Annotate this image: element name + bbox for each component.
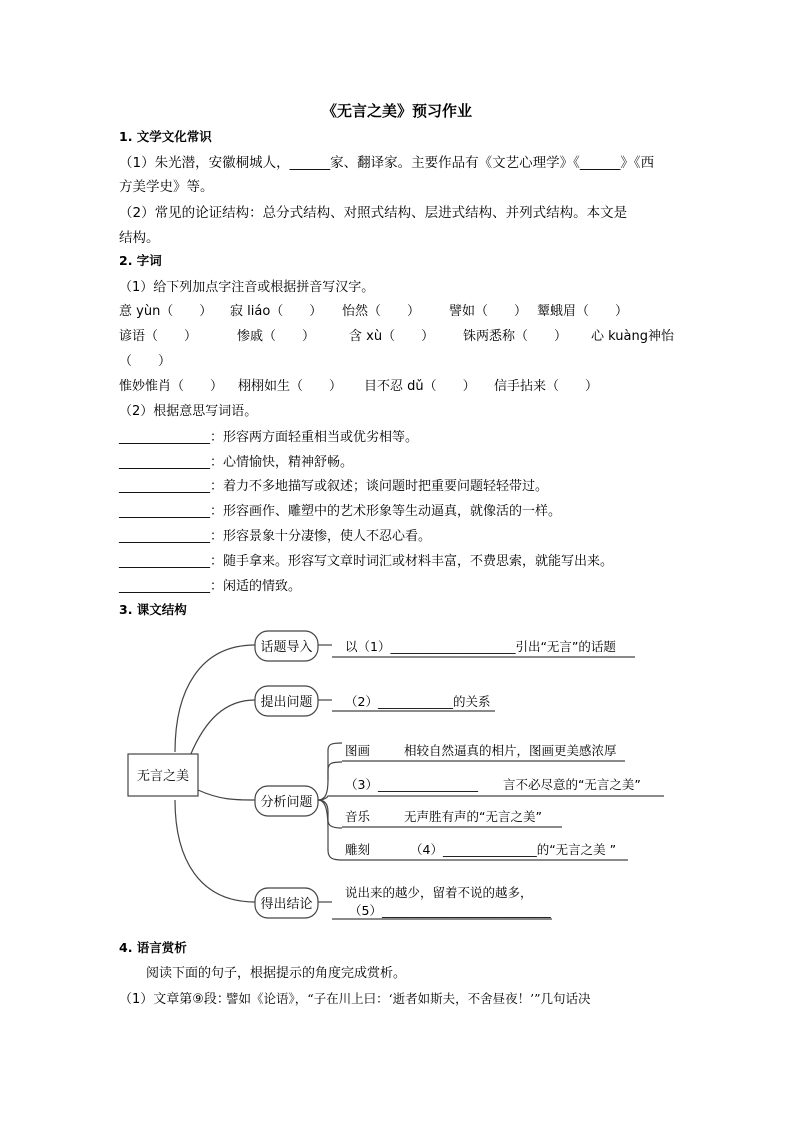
branch-line bbox=[190, 700, 255, 756]
n3a-label: 图画 bbox=[345, 743, 371, 758]
branch-line bbox=[198, 790, 255, 800]
vocab-item: 铢两悉称（ ） bbox=[463, 329, 568, 344]
definition-line: ______________：着力不多地描写或叙述；谈问题时把重要问题轻轻带过。 bbox=[119, 479, 549, 494]
vocab-item: 栩栩如生（ ） bbox=[238, 379, 343, 394]
definition-line: ______________：形容两方面轻重相当或优劣相等。 bbox=[119, 430, 419, 445]
vocab-item: 含 xù（ ） bbox=[349, 329, 435, 344]
definition-line: ______________：闲适的情致。 bbox=[119, 579, 302, 594]
vocab-item: 心 kuàng神怡 bbox=[591, 329, 674, 344]
vocab-item: 信手拈来（ ） bbox=[494, 379, 599, 394]
branch-line bbox=[175, 800, 255, 902]
page-title: 《无言之美》预习作业 bbox=[321, 102, 472, 120]
definition-line: ______________：随手拿来。形容写文章时词汇或材料丰富，不费思索，就能写出来。 bbox=[119, 554, 614, 569]
n4-text-1: 说出来的越少，留着不说的越多， bbox=[345, 885, 533, 900]
s1-p1-line2: 方美学史》等。 bbox=[119, 179, 214, 195]
vocab-item: 惨戚（ ） bbox=[237, 329, 316, 344]
node-label: 分析问题 bbox=[260, 795, 313, 810]
vocab-item: 怡然（ ） bbox=[342, 304, 421, 319]
s4-intro: 阅读下面的句子，根据提示的角度完成赏析。 bbox=[146, 966, 407, 981]
vocab-item: 寂 liáo（ ） bbox=[230, 304, 323, 319]
brace-line bbox=[318, 796, 342, 800]
n3c-text: 无声胜有声的“无言之美” bbox=[404, 809, 542, 824]
definition-line: ______________：形容画作、雕塑中的艺术形象等生动逼真，就像活的一样。 bbox=[119, 504, 562, 519]
node-label: 得出结论 bbox=[260, 897, 313, 912]
n3d-text: （4）_______________的“无言之美 ” bbox=[410, 842, 617, 857]
brace-line bbox=[318, 762, 342, 800]
vocab-item: 颦蛾眉（ ） bbox=[537, 304, 629, 319]
s2-sub1: （1）给下列加点字注音或根据拼音写汉字。 bbox=[119, 280, 375, 295]
vocab-item: 谚语（ ） bbox=[119, 329, 198, 344]
s4-q1-prefix: （1）文章第⑨段： bbox=[119, 992, 230, 1007]
vocab-item: 譬如（ ） bbox=[449, 304, 528, 319]
node-label: 话题导入 bbox=[260, 640, 313, 655]
section-3-heading: 3. 课文结构 bbox=[119, 602, 187, 617]
n4-text-2: （5）___________________________ bbox=[349, 903, 551, 918]
brace-line bbox=[318, 800, 342, 828]
vocab-item: 惟妙惟肖（ ） bbox=[119, 379, 224, 394]
s1-p1-line1: （1）朱光潜，安徽桐城人，______家、翻译家。主要作品有《文艺心理学》《______》《西 bbox=[119, 155, 655, 171]
definition-line: ______________：心情愉快，精神舒畅。 bbox=[119, 455, 354, 470]
n2-text: （2）____________的关系 bbox=[345, 694, 491, 709]
s2-sub2: （2）根据意思写词语。 bbox=[119, 404, 258, 419]
section-4-heading: 4. 语言赏析 bbox=[119, 940, 187, 955]
n3d-label: 雕刻 bbox=[345, 842, 371, 857]
node-label: 提出问题 bbox=[260, 695, 313, 710]
s1-p2-line2: 结构。 bbox=[119, 230, 160, 246]
vocab-item: 意 yùn（ ） bbox=[119, 304, 213, 319]
brace-line bbox=[318, 800, 342, 860]
n3a-text: 相较自然逼真的相片，图画更美感浓厚 bbox=[404, 743, 617, 758]
branch-line bbox=[175, 645, 255, 752]
n3c-label: 音乐 bbox=[345, 809, 371, 824]
s1-p2-line1: （2）常见的论证结构：总分式结构、对照式结构、层进式结构、并列式结构。本文是 bbox=[119, 205, 628, 221]
vocab-item: 目不忍 dǔ（ ） bbox=[364, 379, 476, 394]
n1-text: 以（1）____________________引出“无言”的话题 bbox=[345, 639, 616, 654]
section-1-heading: 1. 文学文化常识 bbox=[119, 129, 212, 144]
n3b-text: （3）________________ 言不必尽意的“无言之美” bbox=[345, 777, 641, 792]
vocab-item: （ ） bbox=[119, 354, 172, 369]
section-2-heading: 2. 字词 bbox=[119, 253, 162, 268]
definition-line: ______________：形容景象十分凄惨，使人不忍心看。 bbox=[119, 529, 432, 544]
s4-q1-quote: 譬如《论语》，“子在川上曰：‘逝者如斯夫，不舍昼夜！’”几句话决 bbox=[226, 991, 591, 1006]
root-label: 无言之美 bbox=[136, 769, 190, 784]
